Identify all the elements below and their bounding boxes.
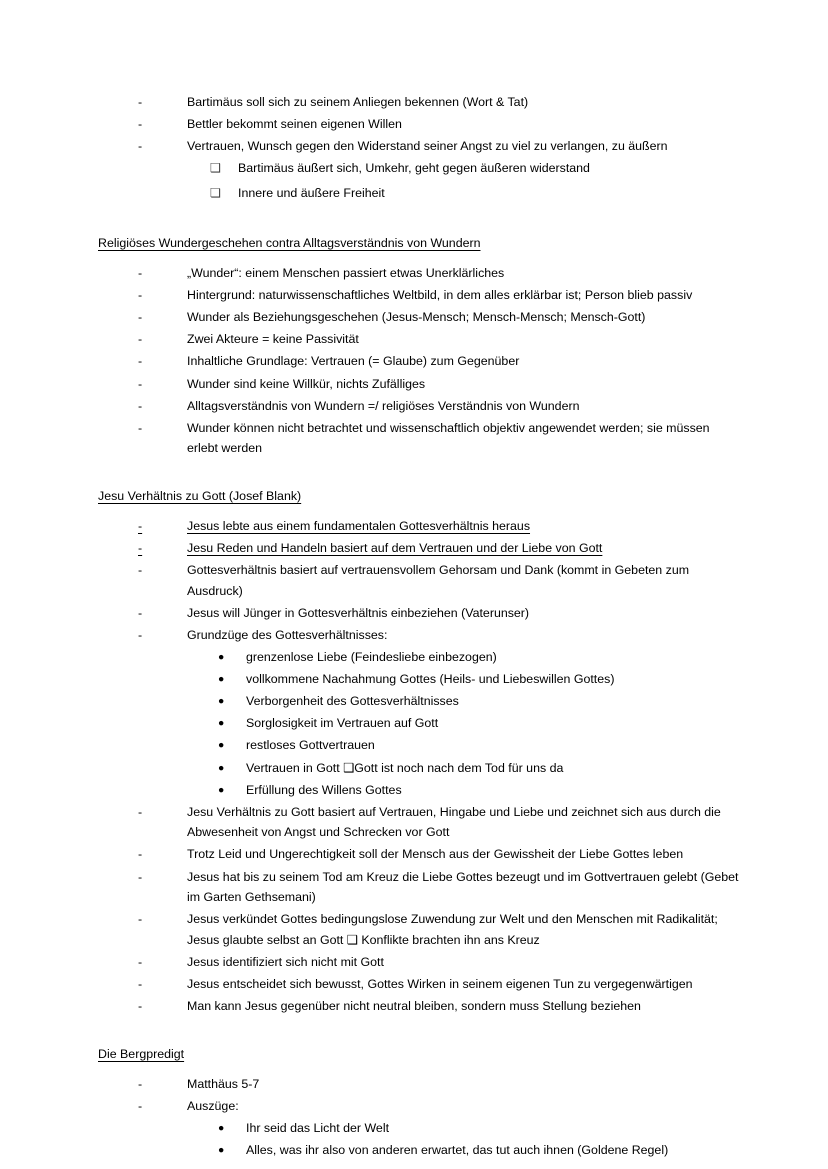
list-item xyxy=(98,538,742,559)
section-heading xyxy=(98,487,742,506)
dot-bullet-icon: ● xyxy=(218,1144,225,1157)
dash-bullet-icon: - xyxy=(138,288,143,303)
dash-bullet-icon: - xyxy=(138,1098,143,1113)
dash-bullet-icon: - xyxy=(138,332,143,347)
list-item xyxy=(98,396,742,417)
list-item xyxy=(98,136,742,157)
list-item xyxy=(98,996,742,1017)
list-item xyxy=(98,780,742,801)
dash-bullet-icon: - xyxy=(138,376,143,391)
dash-bullet-icon: - xyxy=(138,310,143,325)
list-item-text: Jesus identifiziert sich nicht mit Gott xyxy=(187,954,384,969)
dot-bullet-icon: ● xyxy=(218,739,225,752)
list-item xyxy=(98,713,742,734)
list-item xyxy=(98,758,742,779)
list-item xyxy=(98,285,742,306)
dash-bullet-icon: - xyxy=(138,1076,143,1091)
list-item xyxy=(98,1140,742,1161)
list-item-text: Bettler bekommt seinen eigenen Willen xyxy=(187,117,402,132)
list-item-text: Jesus entscheidet sich bewusst, Gottes Wirken in seinem eigenen Tun zu vergegenwärtigen xyxy=(187,977,693,991)
list-item xyxy=(98,158,742,179)
list-item xyxy=(98,351,742,372)
list-item-text: Inhaltliche Grundlage: Vertrauen (= Glaube) zum Gegenüber xyxy=(187,354,520,369)
list-item-text: Jesu Reden und Handeln basiert auf dem Vertrauen und der Liebe von Gott xyxy=(187,541,603,556)
dash-bullet-icon: - xyxy=(138,117,143,132)
dash-bullet-icon: - xyxy=(138,977,143,991)
dash-bullet-icon: - xyxy=(138,420,143,435)
list-item-text: Vertrauen, Wunsch gegen den Widerstand seiner Angst zu viel zu verlangen, zu äußern xyxy=(187,139,668,154)
list-item-text: Jesus will Jünger in Gottesverhältnis einbeziehen (Vaterunser) xyxy=(187,605,530,620)
list-item xyxy=(98,669,742,690)
dash-bullet-icon: - xyxy=(138,999,143,1014)
list-item xyxy=(98,647,742,668)
list-item xyxy=(98,374,742,395)
dash-bullet-icon: - xyxy=(138,954,143,969)
list-item-text: Jesus lebte aus einem fundamentalen Gottesverhältnis heraus xyxy=(187,519,531,534)
dot-bullet-icon: ● xyxy=(218,717,225,730)
section-heading xyxy=(98,1045,742,1064)
list-item xyxy=(98,802,742,843)
dash-bullet-icon: - xyxy=(138,628,143,642)
section-heading-text: Religiöses Wundergeschehen contra Alltagsverständnis von Wundern xyxy=(98,236,481,251)
list-item-text: Hintergrund: naturwissenschaftliches Weltbild, in dem alles erklärbar ist; Person blieb passiv xyxy=(187,288,693,303)
list-item-text: grenzenlose Liebe (Feindesliebe einbezogen) xyxy=(246,650,497,665)
dash-bullet-icon: - xyxy=(138,804,143,819)
section-heading xyxy=(98,234,742,253)
dot-bullet-icon: ● xyxy=(218,673,225,686)
dash-bullet-icon: - xyxy=(138,563,143,578)
dash-bullet-icon: - xyxy=(138,605,143,620)
dot-bullet-icon: ● xyxy=(218,761,225,774)
list-item xyxy=(98,1096,742,1117)
spacer xyxy=(98,460,742,469)
box-bullet-icon: ❑ xyxy=(210,160,222,176)
dash-bullet-icon: - xyxy=(138,354,143,369)
document-body xyxy=(98,92,742,1161)
list-item-text: Vertrauen in Gott ❑Gott ist noch nach dem Tod für uns da xyxy=(246,760,564,775)
list-item-text: restloses Gottvertrauen xyxy=(246,738,375,753)
list-item-text: vollkommene Nachahmung Gottes (Heils- und Liebeswillen Gottes) xyxy=(246,672,615,687)
list-item-text: Matthäus 5-7 xyxy=(187,1076,260,1091)
list-item-text: Alles, was ihr also von anderen erwartet, das tut auch ihnen (Goldene Regel) xyxy=(246,1143,669,1158)
dash-bullet-icon: - xyxy=(138,95,143,109)
list-item xyxy=(98,329,742,350)
list-item xyxy=(98,516,742,537)
list-item xyxy=(98,560,742,601)
dash-bullet-icon: - xyxy=(138,869,143,884)
dash-bullet-icon: - xyxy=(138,139,143,154)
list-item-text: Jesus hat bis zu seinem Tod am Kreuz die Liebe Gottes bezeugt und im Gottvertrauen gelebt (Gebet im Garten Gethsemani) xyxy=(187,869,739,905)
dash-bullet-icon: - xyxy=(138,912,143,927)
list-item xyxy=(98,691,742,712)
list-item-text: „Wunder“: einem Menschen passiert etwas Unerklärliches xyxy=(187,266,505,281)
list-item-text: Verborgenheit des Gottesverhältnisses xyxy=(246,694,459,709)
dash-bullet-icon: - xyxy=(138,266,143,281)
list-item-text: Ihr seid das Licht der Welt xyxy=(246,1120,390,1135)
list-item-text: Gottesverhältnis basiert auf vertrauensvollem Gehorsam und Dank (kommt in Gebeten zum Ausdruck) xyxy=(187,563,690,598)
list-item-text: Alltagsverständnis von Wundern =/ religiöses Verständnis von Wundern xyxy=(187,398,580,413)
list-item xyxy=(98,735,742,756)
list-item xyxy=(98,952,742,973)
box-bullet-icon: ❏ xyxy=(210,184,222,200)
list-item-text: Trotz Leid und Ungerechtigkeit soll der Mensch aus der Gewissheit der Liebe Gottes leben xyxy=(187,847,684,862)
list-item-text: Auszüge: xyxy=(187,1098,239,1113)
list-item-text: Man kann Jesus gegenüber nicht neutral bleiben, sondern muss Stellung beziehen xyxy=(187,999,641,1014)
list-item xyxy=(98,1074,742,1095)
list-item-text: Innere und äußere Freiheit xyxy=(238,185,385,200)
list-item xyxy=(98,909,742,950)
list-item xyxy=(98,867,742,908)
dash-bullet-icon: - xyxy=(138,847,143,862)
spacer xyxy=(98,1018,742,1027)
list-item xyxy=(98,183,742,204)
list-item xyxy=(98,307,742,328)
section-heading-text: Jesu Verhältnis zu Gott (Josef Blank) xyxy=(98,489,302,504)
list-item xyxy=(98,603,742,624)
list-item-text: Bartimäus äußert sich, Umkehr, geht gegen äußeren widerstand xyxy=(238,161,590,176)
list-item-text: Sorglosigkeit im Vertrauen auf Gott xyxy=(246,716,439,731)
list-item-text: Wunder sind keine Willkür, nichts Zufälliges xyxy=(187,376,426,391)
dot-bullet-icon: ● xyxy=(218,783,225,796)
list-item xyxy=(98,114,742,135)
list-item xyxy=(98,1118,742,1139)
list-item xyxy=(98,625,742,646)
list-item xyxy=(98,418,742,459)
list-item-text: Jesu Verhältnis zu Gott basiert auf Vertrauen, Hingabe und Liebe und zeichnet sich aus durch die Abwesenheit von Angst und Schrecken vor Gott xyxy=(187,804,721,840)
dot-bullet-icon: ● xyxy=(218,1121,225,1134)
spacer xyxy=(98,207,742,216)
list-item-text: Erfüllung des Willens Gottes xyxy=(246,782,402,797)
list-item xyxy=(98,92,742,113)
list-item xyxy=(98,263,742,284)
dash-bullet-icon: - xyxy=(138,398,143,413)
dash-bullet-icon: - xyxy=(138,541,143,556)
list-item-text: Zwei Akteure = keine Passivität xyxy=(187,332,359,347)
list-item-text: Grundzüge des Gottesverhältnisses: xyxy=(187,628,388,642)
list-item-text: Wunder können nicht betrachtet und wissenschaftlich objektiv angewendet werden; sie müssen erlebt werden xyxy=(187,420,710,456)
list-item-text: Wunder als Beziehungsgeschehen (Jesus-Mensch; Mensch-Mensch; Mensch-Gott) xyxy=(187,310,646,325)
list-item xyxy=(98,974,742,995)
list-item xyxy=(98,844,742,865)
dash-bullet-icon: - xyxy=(138,519,143,534)
section-heading-text: Die Bergpredigt xyxy=(98,1047,185,1062)
list-item-text: Bartimäus soll sich zu seinem Anliegen bekennen (Wort & Tat) xyxy=(187,95,529,109)
dot-bullet-icon: ● xyxy=(218,695,225,708)
dot-bullet-icon: ● xyxy=(218,651,225,664)
list-item-text: Jesus verkündet Gottes bedingungslose Zuwendung zur Welt und den Menschen mit Radikalität; Jesus glaubte selbst an Gott ❑ Konflikte brachten ihn ans Kreuz xyxy=(187,912,718,947)
